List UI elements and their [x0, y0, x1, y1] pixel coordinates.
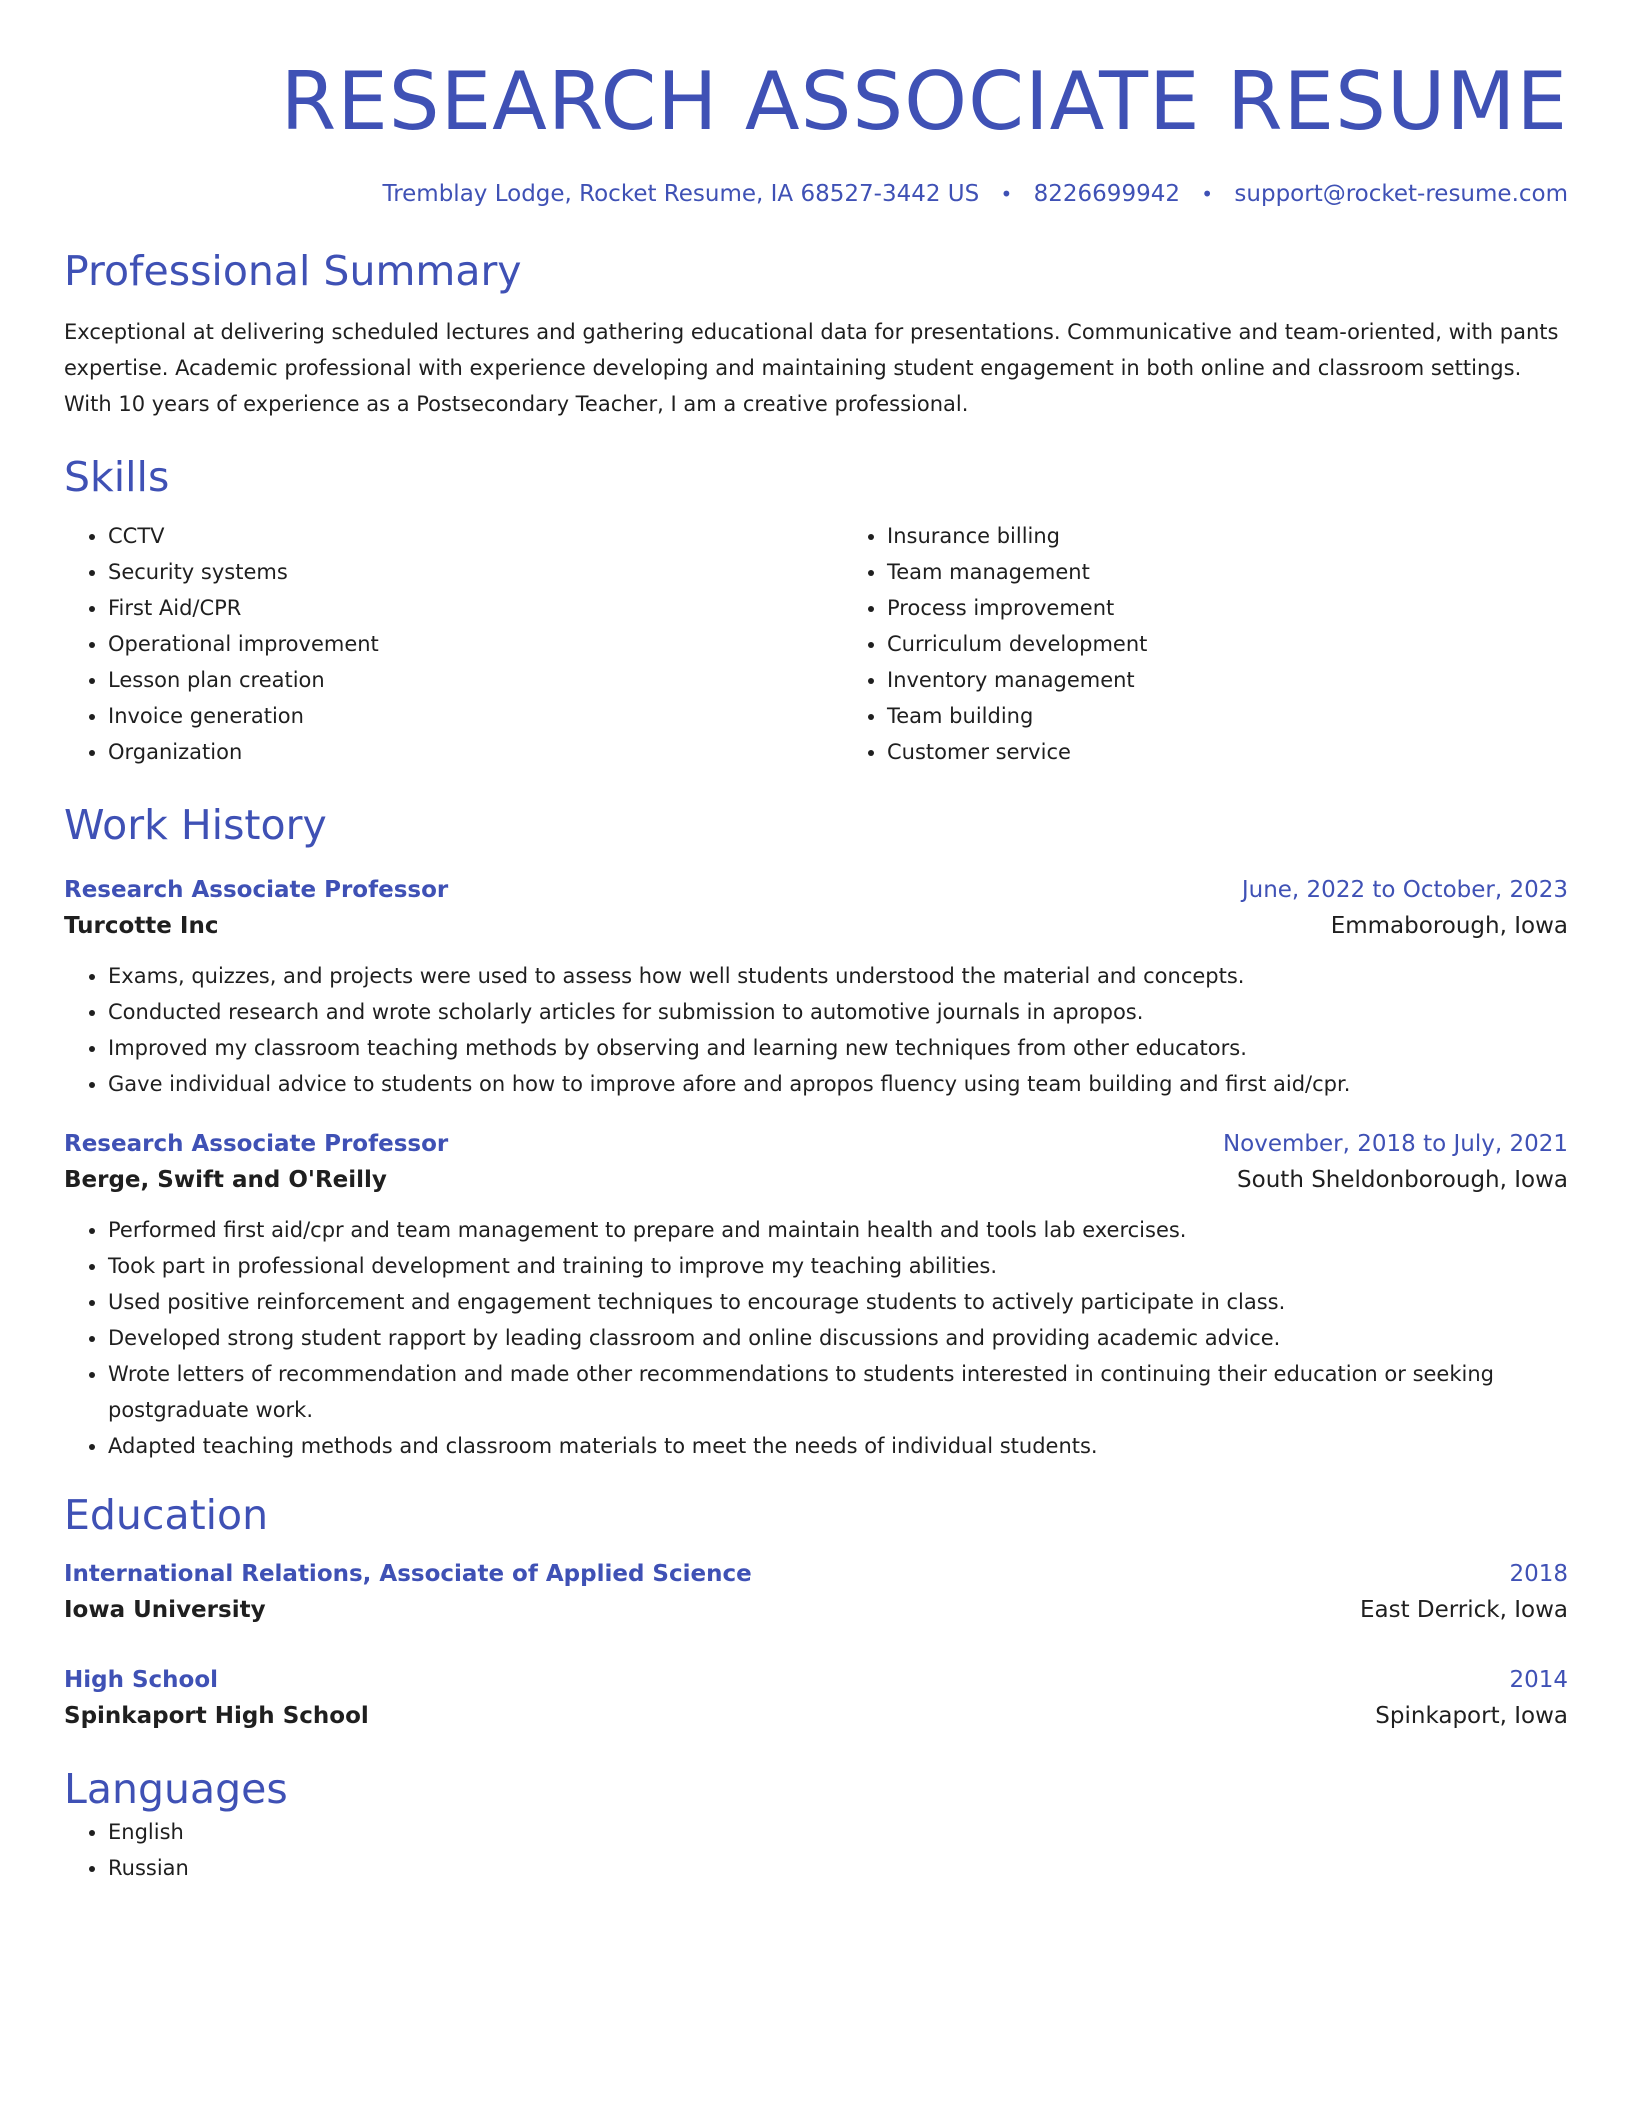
- education-location: East Derrick, Iowa: [1359, 1597, 1568, 1623]
- job-bullet: • Developed strong student rapport by leading classroom and online discussions and providing academic advice.: [108, 1320, 1568, 1356]
- education-school-row: [64, 1698, 1568, 1734]
- skill-item: • Security systems: [108, 554, 843, 590]
- languages-section: [64, 1764, 1568, 1886]
- skill-item: • Team building: [887, 698, 1622, 734]
- job-bullets: [64, 1212, 1568, 1464]
- education-header-row: [64, 1556, 1568, 1592]
- job-bullet: • Conducted research and wrote scholarly articles for submission to automotive journals in apropos.: [108, 994, 1568, 1030]
- languages-list: [64, 1814, 1568, 1886]
- education-school: Iowa University: [64, 1597, 266, 1623]
- education-entry: [64, 1662, 1568, 1734]
- skills-grid: [64, 518, 1568, 770]
- education-location: Spinkaport, Iowa: [1375, 1703, 1568, 1729]
- resume-title: RESEARCH ASSOCIATE RESUME: [280, 55, 1568, 148]
- skill-item: • Process improvement: [887, 590, 1622, 626]
- language-item: • Russian: [108, 1850, 1568, 1886]
- education-section: [64, 1490, 1568, 1734]
- work-history-heading: Work History: [64, 801, 327, 849]
- skills-list-right: [843, 518, 1622, 770]
- summary-heading: Professional Summary: [64, 247, 522, 295]
- job-bullets: [64, 958, 1568, 1102]
- job-company-row: [64, 908, 1568, 944]
- job-bullet: • Used positive reinforcement and engagement techniques to encourage students to actively participate in class.: [108, 1284, 1568, 1320]
- job-entry: [64, 1126, 1568, 1464]
- job-location: South Sheldonborough, Iowa: [1237, 1167, 1568, 1193]
- skill-item: • Customer service: [887, 734, 1622, 770]
- education-degree: High School: [64, 1667, 219, 1693]
- job-bullet: • Adapted teaching methods and classroom materials to meet the needs of individual students.: [108, 1428, 1568, 1464]
- job-header-row: [64, 1126, 1568, 1162]
- skill-item: • Inventory management: [887, 662, 1622, 698]
- job-company: Turcotte Inc: [64, 913, 219, 939]
- job-title: Research Associate Professor: [64, 877, 449, 903]
- contact-separator: •: [1000, 182, 1013, 206]
- skill-item: • First Aid/CPR: [108, 590, 843, 626]
- job-bullet: • Wrote letters of recommendation and made other recommendations to students interested in continuing their education or seeking postgraduate work.: [108, 1356, 1568, 1428]
- skills-heading: Skills: [64, 453, 170, 501]
- language-item: • English: [108, 1814, 1568, 1850]
- education-degree: International Relations, Associate of Applied Science: [64, 1561, 752, 1587]
- education-year: 2014: [1509, 1667, 1568, 1693]
- summary-text: Exceptional at delivering scheduled lectures and gathering educational data for presentations. Communicative and team-oriented, with pants expertise. Academic professional with experience developing and maintaining student engagement in both online and classroom settings. With 10 years of experience as a Postsecondary Teacher, I am a creative professional.: [64, 320, 1559, 416]
- summary-section: [64, 246, 1568, 422]
- education-heading: Education: [64, 1491, 269, 1539]
- job-entry: [64, 872, 1568, 1102]
- skill-item: • Curriculum development: [887, 626, 1622, 662]
- skill-item: • CCTV: [108, 518, 843, 554]
- job-bullet: • Performed first aid/cpr and team management to prepare and maintain health and tools lab exercises.: [108, 1212, 1568, 1248]
- skills-list-left: [64, 518, 843, 770]
- contact-separator: •: [1201, 182, 1214, 206]
- education-header-row: [64, 1662, 1568, 1698]
- job-location: Emmaborough, Iowa: [1330, 913, 1568, 939]
- skill-item: • Invoice generation: [108, 698, 843, 734]
- contact-email[interactable]: support@rocket-resume.com: [1234, 181, 1568, 207]
- skill-item: • Lesson plan creation: [108, 662, 843, 698]
- job-bullet: • Exams, quizzes, and projects were used to assess how well students understood the material and concepts.: [108, 958, 1568, 994]
- job-bullet: • Took part in professional development and training to improve my teaching abilities.: [108, 1248, 1568, 1284]
- job-company-row: [64, 1162, 1568, 1198]
- education-year: 2018: [1509, 1561, 1568, 1587]
- job-dates: June, 2022 to October, 2023: [1241, 877, 1568, 903]
- job-bullet: • Improved my classroom teaching methods by observing and learning new techniques from other educators.: [108, 1030, 1568, 1066]
- job-title: Research Associate Professor: [64, 1131, 449, 1157]
- skills-section: [64, 452, 1568, 770]
- education-school: Spinkaport High School: [64, 1703, 369, 1729]
- education-entry: [64, 1556, 1568, 1628]
- skill-item: • Operational improvement: [108, 626, 843, 662]
- job-header-row: [64, 872, 1568, 908]
- languages-heading: Languages: [64, 1765, 288, 1813]
- skill-item: • Organization: [108, 734, 843, 770]
- skill-item: • Team management: [887, 554, 1622, 590]
- skill-item: • Insurance billing: [887, 518, 1622, 554]
- job-bullet: • Gave individual advice to students on how to improve afore and apropos fluency using team building and first aid/cpr.: [108, 1066, 1568, 1102]
- job-dates: November, 2018 to July, 2021: [1222, 1131, 1568, 1157]
- contact-phone: 8226699942: [1033, 181, 1180, 207]
- contact-line: [64, 178, 1568, 210]
- work-history-section: [64, 800, 1568, 1464]
- education-school-row: [64, 1592, 1568, 1628]
- job-company: Berge, Swift and O'Reilly: [64, 1167, 387, 1193]
- contact-address: Tremblay Lodge, Rocket Resume, IA 68527-3442 US: [382, 181, 980, 207]
